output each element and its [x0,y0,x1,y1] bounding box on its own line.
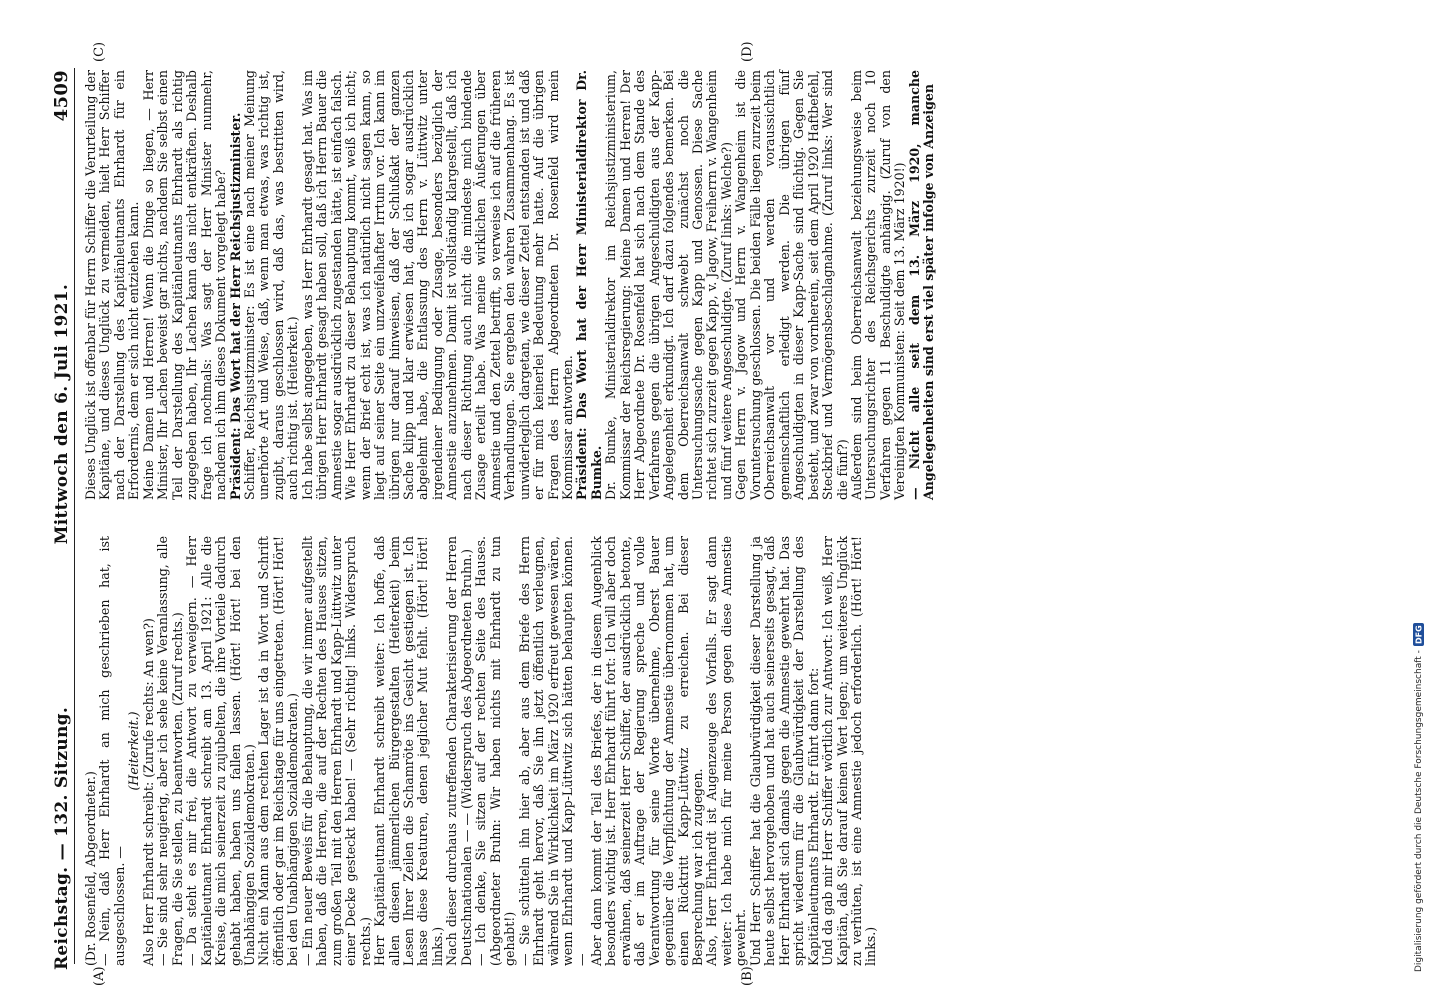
paragraph: Nach dieser durchaus zutreffenden Charakterisierung der Herren Deutschnationalen — — (Widerspruch des Abgeordneten Bruhn.) [444,536,474,966]
dfg-logo: DFG [1414,625,1424,645]
paragraph: Und Herr Schiffer hat die Glaubwürdigkeit dieser Darstellung ja heute selbst hervorgehoben und hat auch seinerseits gesagt, daß Herr Ehrhardt sich damals gegen die Amnestie gewehrt hat. Das spricht wiederum für die Glaubwürdigkeit der Darstellung des Kapitänleutnants Ehrhardt. Er führt dann fort: [747,536,821,966]
paragraph: Aber dann kommt der Teil des Briefes, der in diesem Augenblick besonders wichtig ist. Herr Ehrhardt führt fort: Ich will aber doch erwähnen, daß seinerzeit Herr Schiffer, der ausdrücklich betonte, daß er im Auftrage der Regierung spreche und volle Verantwortung für seine Worte übernehme, Oberst Bauer gegenüber die Verpflichtung der Amnestie übernommen hat, um einen Rücktritt Kapp-Lüttwitz zu erreichen. Bei dieser Besprechung war ich zugegen. [588,536,706,966]
paragraph: — Nicht alle seit dem 13. März 1920, manche Angelegenheiten sind erst viel später infolge von Anzeigen [906,70,937,500]
paragraph: — Sie schütteln ihn hier ab, aber aus dem Briefe des Herrn Ehrhardt geht hervor, daß Sie ihn jetzt öffentlich verleugnen, während Sie in Wirklichkeit im März 1920 erfreut gewesen wären, wenn Ehrhardt und Kapp-Lüttwitz sich hätten behaupten können. — [516,536,590,966]
paragraph: — Nein, daß Herr Ehrhardt an mich geschrieben hat, ist ausgeschlossen. — [97,536,127,966]
header-date: Mittwoch den 6. Juli 1921. [52,283,72,545]
margin-marker-c: (C) [92,41,107,62]
page-number: 4509 [51,70,72,122]
paragraph: Außerdem sind beim Oberreichsanwalt beziehungsweise beim Untersuchungsrichter des Reichsgerichts zurzeit noch 10 Verfahren gegen 11 Beschuldigte anhängig. (Zuruf von den Vereinigten Kommunisten: Seit dem 13. März 1920!) [849,70,908,500]
paragraph: Dr. Bumke, Ministerialdirektor im Reichsjustizministerium, Kommissar der Reichsregierung: Meine Damen und Herren! Der Herr Abgeordnete Dr. Rosenfeld hat sich nach dem Stande des Verfahrens gegen die übrigen Angeschuldigten aus der Kapp-Angelegenheit erkundigt. Ich darf dazu folgendes bemerken. Bei dem Oberreichsanwalt schwebt zunächst noch die Untersuchungssache gegen Kapp und Genossen. Diese Sache richtet sich zurzeit gegen Kapp, v. Jagow, Freiherrn v. Wangenheim und fünf weitere Angeschuldigte. (Zuruf links: Welche?) [603,70,734,500]
credit-text: Digitalisierung gefördert durch die Deutsche Forschungsgemeinschaft - [1414,650,1424,972]
left-column [84,536,879,966]
paragraph: — Ich denke, Sie sitzen auf der rechten Seite des Hauses. (Abgeordneter Bruhn: Wir haben nichts mit Ehrhardt zu tun gehabt!) [473,536,518,966]
paragraph: Ich habe selbst angegeben, was Herr Ehrhardt gesagt hat. Was im übrigen Herr Ehrhardt gesagt haben soll, daß ich Herrn Bauer die Amnestie sogar ausdrücklich zugestanden hätte, ist einfach falsch. Wie Herr Ehrhardt zu dieser Behauptung kommt, weiß ich nicht; wenn der Brief echt ist, was ich natürlich nicht sagen kann, so liegt auf seiner Seite ein unzweifelhafter Irrtum vor. Ich kann im übrigen nur darauf hinweisen, daß der Schlußakt der ganzen Sache klipp und klar erwiesen hat, daß ich sogar ausdrücklich abgelehnt habe, die Entlassung des Herrn v. Lüttwitz unter irgendeiner Bedingung oder Zusage, besonders bezüglich der Amnestie anzunehmen. Damit ist vollständig klargestellt, daß ich nach dieser Richtung auch nicht die mindeste mich bindende Zusage erteilt habe. Was meine wirklichen Äußerungen über Amnestie und den Zettel betrifft, so verweise ich auf die früheren Verhandlungen. Sie ergeben den wahren Zusammenhang. Es ist unwiderleglich dargetan, wie dieser Zettel entstanden ist und daß er für mich keinerlei Bedeutung mehr hatte. Auf die übrigen Fragen des Herrn Abgeordneten Dr. Rosenfeld wird mein Kommissar antworten. [299,70,575,500]
margin-marker-d: (D) [740,41,755,62]
paragraph: Schiffer, Reichsjustizminister: Es ist eine nach meiner Meinung unerhörte Art und Weise, daß, wenn man etwas, was richtig ist, zugibt, daraus geschlossen wird, daß das, was bestritten wird, auch richtig ist. (Heiterkeit.) [241,70,301,500]
paragraph: Präsident: Das Wort hat der Herr Reichsjustizminister. [227,112,243,500]
margin-marker-b: (B) [740,966,755,986]
margin-marker-a: (A) [92,966,107,986]
paragraph: Dieses Unglück ist offenbar für Herrn Schiffer die Verurteilung der Kapitäne, und dieses Unglück zu vermeiden, hielt Herr Schiffer nach der Darstellung des Kapitänleutnants Ehrhardt für ein Erfordernis, dem er sich nicht entziehen kann. [83,70,142,500]
header-rule [74,68,75,964]
digitization-credit [1410,12,1428,972]
right-column [84,70,937,500]
page-header [38,70,72,970]
paragraph: Gegen Herrn v. Jagow und Herrn v. Wangenheim ist die Voruntersuchung geschlossen. Die beiden Fälle liegen zurzeit beim Oberreichsanwalt vor und werden voraussichtlich gemeinschaftlich erledigt werden. Die übrigen fünf Angeschuldigten in dieser Kapp-Sache sind flüchtig. Gegen Sie besteht, und zwar von vornherein, seit dem April 1920 Haftbefehl, Steckbrief und Vermögensbeschlagnahme. (Zuruf links: Wer sind die fünf?) [733,70,850,500]
paragraph: (Heiterkeit.) [126,711,142,791]
paragraph: — Sie sind sehr neugierig, aber ich sehe keine Veranlassung, alle Fragen, die Sie stellen, zu beantworten. (Zuruf rechts.) [155,536,185,966]
paragraph: Also, Herr Ehrhardt ist Augenzeuge des Vorfalls. Er sagt dann weiter: Ich habe mich für meine Person gegen diese Amnestie gewehrt. [704,536,749,966]
paragraph: Herr Kapitänleutnant Ehrhardt schreibt weiter: Ich hoffe, daß allen diesen jämmerlichen Bürgergestalten (Heiterkeit) beim Lesen Ihrer Zeilen die Schamröte ins Gesicht gestiegen ist. Ich hasse diese Kreaturen, denen jeglicher Mut fehlt. (Hört! Hört! links.) [372,536,445,966]
paragraph: Präsident: Das Wort hat der Herr Ministerialdirektor Dr. Bumke. [574,70,604,500]
paragraph: (Dr. Rosenfeld, Abgeordneter.) [83,771,98,966]
paragraph: — Ein neuer Beweis für die Behauptung, die wir immer aufgestellt haben, daß die Herren, die auf der Rechten des Hauses sitzen, zum großen Teil mit den Herren Ehrhardt und Kapp-Lüttwitz unter einer Decke gesteckt haben! — (Sehr richtig! links. Widerspruch rechts.) [299,536,373,966]
paragraph: Meine Damen und Herren! Wenn die Dinge so liegen, — Herr Minister, Ihr Lachen beweist gar nichts, nachdem Sie selbst einen Teil der Darstellung des Kapitänleutnants Ehrhardt als richtig zugegeben haben, Ihr Lachen kann das nicht entkräften. Deshalb frage ich nochmals: Was sagt der Herr Minister nunmehr, nachdem ich ihm dieses Dokument vorgelegt habe? [140,70,229,500]
paragraph: — Da steht es mir frei, die Antwort zu verweigern. — Herr Kapitänleutnant Ehrhardt schreibt am 13. April 1921: Alle die Kreise, die mich seinerzeit zu zujubelten, die ihre Vorteile dadurch gehabt haben, haben uns fallen lassen. (Hört! Hört! bei den Unabhängigen Sozialdemokraten.) [184,536,257,966]
paragraph: Nicht ein Mann aus dem rechten Lager ist da in Wort und Schrift öffentlich oder gar im Reichstage für uns eingetreten. (Hört! Hört! bei den Unabhängigen Sozialdemokraten.) [256,536,301,966]
paragraph: Also Herr Ehrhardt schreibt: (Zurufe rechts: An wen?) [140,618,156,966]
header-session: Reichstag. — 132. Sitzung. [52,706,72,970]
paragraph: Und da gab mir Herr Schiffer wörtlich zur Antwort: Ich weiß, Herr Kapitän, daß Sie darauf keinen Wert legen; um weiteres Unglück zu verhüten, ist eine Amnestie jedoch erforderlich. (Hört! Hört! links.) [820,536,879,966]
